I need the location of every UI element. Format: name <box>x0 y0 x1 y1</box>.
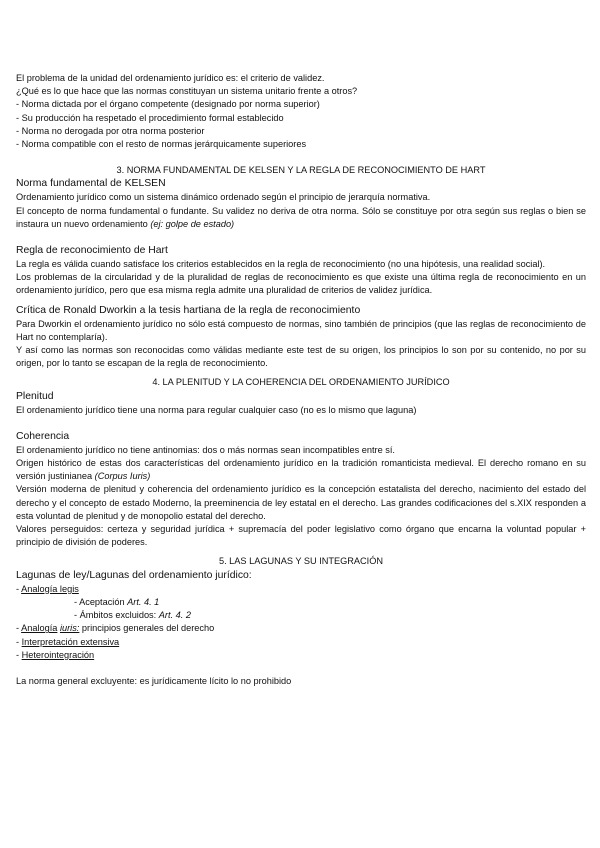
ambitos-label: - Ámbitos excluidos: <box>74 610 157 621</box>
kelsen-example: (ej: golpe de estado) <box>150 218 235 229</box>
document-page <box>16 72 586 688</box>
plenitud-paragraph: El ordenamiento jurídico tiene una norma para regular cualquier caso (no es lo mismo que laguna) <box>16 404 417 415</box>
analogia-iuris-item: - Analogía iuris: principios generales del derecho <box>16 623 215 634</box>
aceptacion-article: Art. 4. 1 <box>127 596 160 607</box>
coherencia-paragraph-2-text: Origen histórico de estas dos características del ordenamiento jurídico en la tradición romanticista medieval. El derecho romano en su versión justinianea <box>16 458 586 482</box>
hart-title: Regla de reconocimiento de Hart <box>16 245 168 257</box>
dworkin-title: Crítica de Ronald Dworkin a la tesis hartiana de la regla de reconocimiento <box>16 304 361 316</box>
interpretacion-extensiva: Interpretación extensiva <box>21 636 120 647</box>
heterointegracion: Heterointegración <box>21 649 95 660</box>
coherencia-paragraph-1: El ordenamiento jurídico no tiene antinomias: dos o más normas sean incompatibles entre sí. <box>16 444 395 455</box>
intro-item: - Norma compatible con el resto de normas jerárquicamente superiores <box>16 139 307 150</box>
section-3-heading: 3. NORMA FUNDAMENTAL DE KELSEN Y LA REGLA DE RECONOCIMIENTO DE HART <box>116 165 486 176</box>
hart-paragraph-2: Los problemas de la circularidad y de la pluralidad de reglas de reconocimiento es que existe una última regla de reconocimiento en un ordenamiento jurídico, pero que esa misma regla admite una pluralidad de criterios de validez jurídica. <box>16 272 586 296</box>
section-5-heading: 5. LAS LAGUNAS Y SU INTEGRACIÓN <box>218 556 384 567</box>
analogia-legis: Analogía legis <box>21 583 79 594</box>
aceptacion-label: - Aceptación <box>74 596 125 607</box>
norma-general-excluyente: La norma general excluyente: es jurídicamente lícito lo no prohibido <box>16 675 292 686</box>
intro-item: - Su producción ha respetado el procedimiento formal establecido <box>16 112 284 123</box>
intro-title: El problema de la unidad del ordenamiento jurídico es: el criterio de validez. <box>16 73 325 83</box>
interpretacion-item: - Interpretación extensiva <box>16 636 120 647</box>
lagunas-title: Lagunas de ley/Lagunas del ordenamiento jurídico: <box>16 569 252 581</box>
ambitos-article: Art. 4. 2 <box>158 610 191 621</box>
coherencia-paragraph-2 <box>16 457 586 483</box>
coherencia-paragraph-3: Versión moderna de plenitud y coherencia del ordenamiento jurídico es la concepción estatalista del derecho, nacimiento del estado del derecho y el concepto de estado Moderno, la preeminencia de ley estatal en el derecho. Las grandes codificaciones del s.XIX responden a esta voluntad de plenitud y de monopolio estatal del derecho. <box>16 484 586 521</box>
kelsen-paragraph-2 <box>16 205 586 231</box>
analogia-iuris-a: Analogía <box>21 623 58 634</box>
dworkin-paragraph-1: Para Dworkin el ordenamiento jurídico no sólo está compuesto de normas, sino también de principios (que las reglas de reconocimiento de Hart no contemplaría). <box>16 318 586 342</box>
corpus-iuris: (Corpus Iuris) <box>94 471 151 482</box>
coherencia-paragraph-4: Valores perseguidos: certeza y seguridad jurídica + supremacía del poder legislativo como órgano que encarna la voluntad popular + principio de división de poderes. <box>16 524 586 548</box>
analogia-legis-item: - Analogía legis <box>16 583 79 594</box>
section-4-heading: 4. LA PLENITUD Y LA COHERENCIA DEL ORDENAMIENTO JURÍDICO <box>152 377 450 388</box>
aceptacion-item <box>16 596 586 609</box>
dworkin-paragraph-2: Y así como las normas son reconocidas como válidas mediante este test de su origen, los principios lo son por su contenido, no por su origen, por lo tanto se escapan de la regla de reconocimiento. <box>16 345 586 369</box>
coherencia-title: Coherencia <box>16 430 70 442</box>
heterointegracion-item: - Heterointegración <box>16 649 95 660</box>
intro-item: - Norma no derogada por otra norma posterior <box>16 125 205 136</box>
intro-question: ¿Qué es lo que hace que las normas constituyan un sistema unitario frente a otros? <box>16 86 358 97</box>
hart-paragraph-1: La regla es válida cuando satisface los criterios establecidos en la regla de reconocimiento (no una hipótesis, una realidad social). <box>16 259 546 270</box>
kelsen-title: Norma fundamental de KELSEN <box>16 178 166 190</box>
intro-item: - Norma dictada por el órgano competente (designado por norma superior) <box>16 99 320 110</box>
kelsen-paragraph-1: Ordenamiento jurídico como un sistema dinámico ordenado según el principio de jerarquía normativa. <box>16 192 431 203</box>
kelsen-paragraph-2-text: El concepto de norma fundamental o fundante. Su validez no deriva de otra norma. Sólo se constituye por otra según sus reglas o bien se instaura un nuevo ordenamiento <box>16 205 586 229</box>
plenitud-title: Plenitud <box>16 390 54 402</box>
ambitos-item <box>16 609 586 622</box>
analogia-iuris-b: iuris: <box>59 623 80 634</box>
analogia-iuris-rest: principios generales del derecho <box>81 623 215 634</box>
